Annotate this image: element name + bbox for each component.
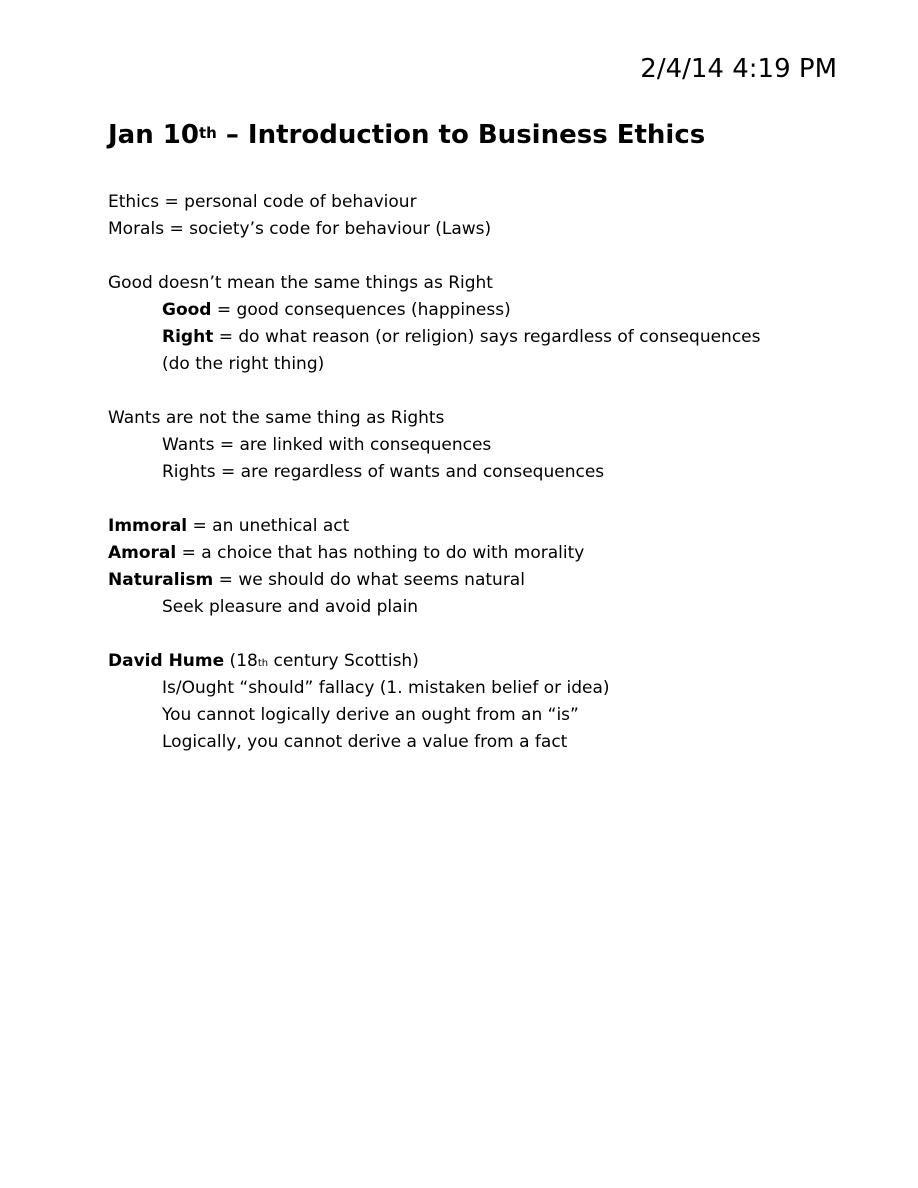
hume-heading xyxy=(108,648,828,675)
good-text: = good consequences (happiness) xyxy=(211,300,511,320)
title-superscript: th xyxy=(198,124,217,142)
right-continuation: (do the right thing) xyxy=(162,354,325,374)
naturalism-sub: Seek pleasure and avoid plain xyxy=(162,597,419,617)
morals-definition: Morals = society’s code for behaviour (Laws) xyxy=(108,219,492,239)
hume-point-1: Is/Ought “should” fallacy (1. mistaken belief or idea) xyxy=(162,678,610,698)
good-term: Good xyxy=(162,300,212,320)
notes-body xyxy=(108,189,828,756)
amoral-term: Amoral xyxy=(108,543,177,563)
wants-line: Wants = are linked with consequences xyxy=(162,435,492,455)
spacer xyxy=(108,621,828,648)
spacer xyxy=(108,243,828,270)
naturalism-text: = we should do what seems natural xyxy=(213,570,525,590)
right-line xyxy=(108,324,828,351)
naturalism-term: Naturalism xyxy=(108,570,214,590)
ethics-definition: Ethics = personal code of behaviour xyxy=(108,192,417,212)
hume-superscript: th xyxy=(257,658,269,669)
right-term: Right xyxy=(162,327,214,347)
immoral-term: Immoral xyxy=(108,516,188,536)
hume-paren-open: (18 xyxy=(224,651,258,671)
immoral-line xyxy=(108,513,828,540)
immoral-text: = an unethical act xyxy=(187,516,350,536)
naturalism-line xyxy=(108,567,828,594)
spacer xyxy=(108,486,828,513)
good-line xyxy=(108,297,828,324)
page-title xyxy=(108,118,705,152)
rights-line: Rights = are regardless of wants and consequences xyxy=(162,462,605,482)
good-right-heading: Good doesn’t mean the same things as Right xyxy=(108,273,493,293)
hume-point-2: You cannot logically derive an ought from an “is” xyxy=(162,705,579,725)
title-text: – Introduction to Business Ethics xyxy=(216,120,706,150)
spacer xyxy=(108,378,828,405)
amoral-line xyxy=(108,540,828,567)
hume-name: David Hume xyxy=(108,651,225,671)
right-text: = do what reason (or religion) says regardless of consequences xyxy=(213,327,761,347)
amoral-text: = a choice that has nothing to do with morality xyxy=(176,543,585,563)
title-prefix: Jan 10 xyxy=(108,120,199,150)
wants-rights-heading: Wants are not the same thing as Rights xyxy=(108,408,445,428)
timestamp: 2/4/14 4:19 PM xyxy=(640,54,837,84)
hume-point-3: Logically, you cannot derive a value from a fact xyxy=(162,732,568,752)
hume-paren-close: century Scottish) xyxy=(268,651,419,671)
